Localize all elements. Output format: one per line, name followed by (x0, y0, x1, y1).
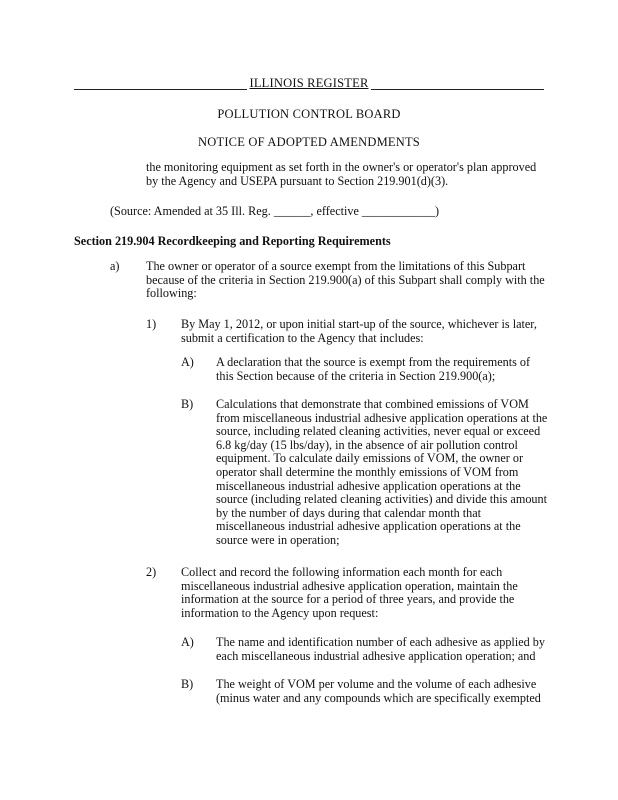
item-a1-text: By May 1, 2012, or upon initial start-up of the source, whichever is later, submit a certification to the Agency that includes: (181, 317, 537, 345)
register-title: ILLINOIS REGISTER (249, 76, 369, 90)
item-a2A-text: The name and identification number of each adhesive as applied by each miscellaneous industrial adhesive application operation; and (216, 635, 545, 663)
item-a2-label: 2) (146, 565, 157, 579)
source-note: (Source: Amended at 35 Ill. Reg. ______, effective ____________) (110, 204, 440, 218)
item-a2-text: Collect and record the following information each month for each miscellaneous industrial adhesive application operation, maintain the information at the source for a period of three years, and provide the information to the Agency upon request: (181, 565, 518, 620)
continuation-paragraph: the monitoring equipment as set forth in the owner's or operator's plan approved by the Agency and USEPA pursuant to Section 219.901(d)(3). (146, 160, 537, 188)
board-title: POLLUTION CONTROL BOARD (217, 107, 401, 121)
section-heading: Section 219.904 Recordkeeping and Reporting Requirements (74, 234, 391, 248)
item-a2A-label: A) (181, 635, 194, 649)
item-a2B-label: B) (181, 677, 194, 691)
item-a1B-label: B) (181, 397, 194, 411)
item-a-label: a) (110, 259, 120, 273)
register-header (74, 76, 544, 92)
item-a2B-text: The weight of VOM per volume and the volume of each adhesive (minus water and any compounds which are specifically exempted (216, 677, 541, 705)
item-a1A-label: A) (181, 355, 194, 369)
notice-title: NOTICE OF ADOPTED AMENDMENTS (198, 135, 420, 149)
item-a1A-text: A declaration that the source is exempt from the requirements of this Section because of the criteria in Section 219.900(a); (216, 355, 531, 383)
item-a1B-text: Calculations that demonstrate that combined emissions of VOM from miscellaneous industrial adhesive application operations at the source, including related cleaning activities, never equal or exceed 6.8 kg/day (15 lbs/day), in the absence of air pollution control equipment. To calculate daily emissions of VOM, the owner or operator shall determine the monthly emissions of VOM from miscellaneous industrial adhesive application operations at the source (including related cleaning activities) and divide this amount by the number of days during that calendar month that miscellaneous industrial adhesive application operations at the source were in operation; (216, 397, 548, 547)
item-a1-label: 1) (146, 317, 157, 331)
item-a-text: The owner or operator of a source exempt from the limitations of this Subpart because of the criteria in Section 219.900(a) of this Subpart shall comply with the following: (146, 259, 545, 301)
